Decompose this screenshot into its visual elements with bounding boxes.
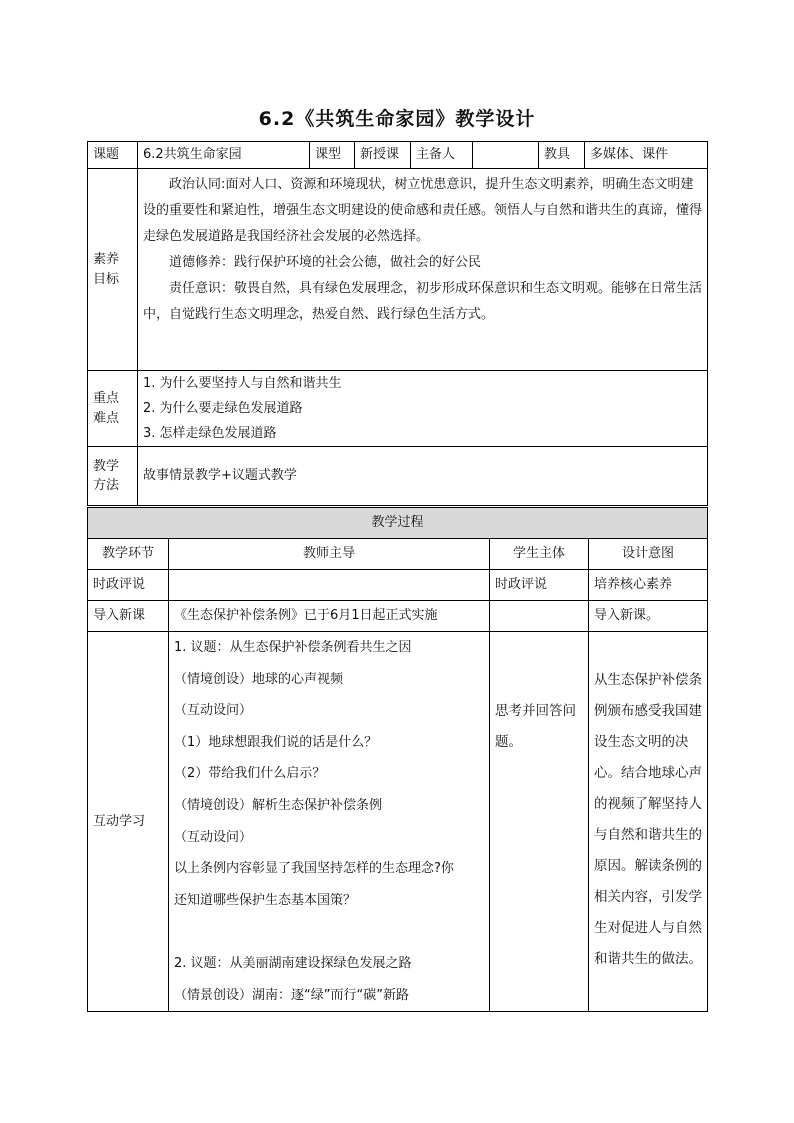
col-header-intent: 设计意图 (589, 539, 708, 570)
teacher-line: （情境创设）解析生态保护补偿条例 (174, 797, 383, 813)
preparer-label: 主备人 (411, 142, 473, 169)
teacher-line: （互动设问） (174, 703, 253, 719)
method-label-line1: 教学 (93, 458, 120, 474)
lesson-value: 6.2共筑生命家园 (138, 142, 310, 169)
col-header-stage: 教学环节 (88, 539, 169, 570)
intent-text: 从生态保护补偿条例颁布感受我国建设生态文明的决心。结合地球心声的视频了解坚持人与自然和谐共生的原因。解读条例的相关内容，引发学生对促进人与自然和谐共生的做法。 (594, 672, 702, 967)
stage-cell: 时政评说 (88, 570, 169, 601)
teacher-line: 1. 议题：从生态保护补偿条例看共生之因 (174, 640, 412, 655)
info-row (88, 142, 708, 169)
process-col-headers (88, 539, 708, 570)
teacher-cell (169, 570, 490, 601)
stage-cell: 互动学习 (88, 632, 169, 1012)
intent-cell: 导入新课。 (589, 601, 708, 632)
table-row (88, 601, 708, 632)
keypoint-item: 1. 为什么要坚持人与自然和谐共生 (143, 376, 342, 391)
goals-label (88, 169, 138, 371)
lesson-label: 课题 (88, 142, 138, 169)
tools-label: 教具 (539, 142, 585, 169)
keypoints-label-line2: 难点 (93, 410, 120, 426)
tools-value: 多媒体、课件 (585, 142, 708, 169)
goals-label-line1: 素养 (93, 252, 120, 267)
teacher-cell: 《生态保护补偿条例》已于6月1日起正式实施 (169, 601, 490, 632)
teacher-line: （互动设问） (174, 829, 253, 845)
goals-content (138, 169, 708, 371)
method-label (88, 447, 138, 506)
method-value: 故事情景教学+议题式教学 (138, 447, 708, 506)
method-row (88, 447, 708, 506)
type-label: 课型 (310, 142, 355, 169)
stage-cell: 导入新课 (88, 601, 169, 632)
student-cell (490, 601, 589, 632)
teacher-line: 还知道哪些保护生态基本国策？ (174, 892, 357, 908)
student-cell: 时政评说 (490, 570, 589, 601)
intent-cell (589, 632, 708, 1012)
goals-label-line2: 目标 (93, 271, 120, 287)
teacher-line: （情境创设）地球的心声视频 (174, 671, 344, 687)
keypoints-content (138, 371, 708, 447)
teacher-cell (169, 632, 490, 1012)
table-row (88, 632, 708, 1012)
keypoint-item: 3. 怎样走绿色发展道路 (143, 426, 277, 441)
process-table (87, 507, 708, 1012)
keypoint-item: 2. 为什么要走绿色发展道路 (143, 401, 303, 416)
intent-cell: 培养核心素养 (589, 570, 708, 601)
info-table (87, 141, 708, 506)
preparer-value (473, 142, 539, 169)
method-label-line2: 方法 (93, 478, 120, 493)
student-text: 思考并回答问题。 (495, 703, 576, 750)
keypoints-label-line1: 重点 (93, 391, 120, 406)
teacher-line: （2）带给我们什么启示？ (174, 766, 326, 782)
col-header-student: 学生主体 (490, 539, 589, 570)
goal-responsibility: 责任意识：敬畏自然，具有绿色发展理念，初步形成环保意识和生态文明观。能够在日常生活中，自觉践行生态文明理念，热爱自然、践行绿色生活方式。 (143, 281, 703, 322)
teacher-line: 2. 议题：从美丽湖南建设探绿色发展之路 (174, 955, 412, 971)
teacher-line: （1）地球想跟我们说的话是什么？ (174, 734, 378, 750)
teacher-line: 以上条例内容彰显了我国坚持怎样的生态理念?你 (174, 861, 454, 877)
col-header-teacher: 教师主导 (169, 539, 490, 570)
goal-political: 政治认同:面对人口、资源和环境现状，树立忧患意识，提升生态文明素养，明确生态文明建设的重要性和紧迫性，增强生态文明建设的使命感和责任感。领悟人与自然和谐共生的真谛，懂得走绿色发展道路是我国经济社会发展的必然选择。 (143, 177, 703, 244)
table-row (88, 570, 708, 601)
teacher-line: （情景创设）湖南：逐“绿”而行“碳”新路 (174, 987, 409, 1003)
process-header-row (88, 508, 708, 539)
keypoints-row (88, 371, 708, 447)
process-header: 教学过程 (88, 508, 708, 539)
type-value: 新授课 (355, 142, 411, 169)
student-cell (490, 632, 589, 1012)
teacher-line (174, 916, 484, 948)
goals-row (88, 169, 708, 371)
page-title: 6.2《共筑生命家园》教学设计 (258, 108, 536, 130)
goal-moral: 道德修养：践行保护环境的社会公德，做社会的好公民 (169, 255, 482, 270)
keypoints-label (88, 371, 138, 447)
